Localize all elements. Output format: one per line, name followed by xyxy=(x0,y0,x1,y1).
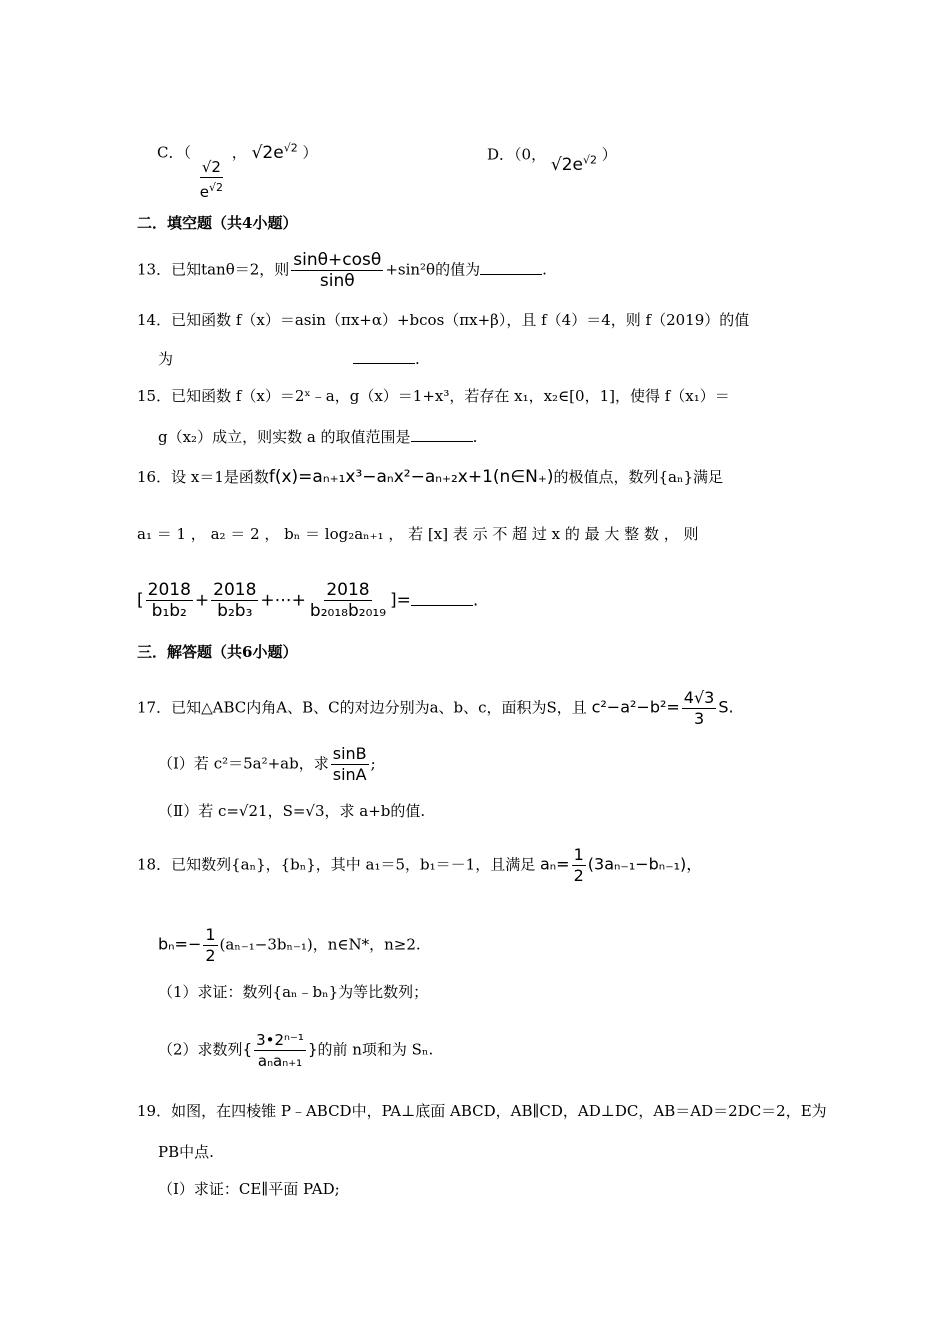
q17-line1: 17．已知△ABC内角A、B、C的对边分别为a、b、c，面积为S，且 xyxy=(137,698,587,717)
q13-den: sinθ xyxy=(319,271,355,291)
q18-f1-left: aₙ= xyxy=(540,854,570,874)
q16-frac-1-den: b₁b₂ xyxy=(151,601,187,621)
question-16-line-2: a₁ ＝ 1 ， a₂ ＝ 2 ， bₙ ＝ log₂aₙ₊₁ ， 若 [x] 表 示 不 超 过 x 的 最 大 整 数 ， 则 xyxy=(137,525,699,543)
q13-end: . xyxy=(542,260,547,279)
q16-frac-3 xyxy=(308,580,388,621)
q18-f2-num: 1 xyxy=(205,925,216,944)
q15-answer-blank[interactable] xyxy=(411,429,473,442)
option-c-fraction xyxy=(198,157,225,202)
q18-f1-right: (3aₙ₋₁−bₙ₋₁)， xyxy=(587,854,703,874)
q18-f2-left: bₙ=− xyxy=(158,934,202,954)
option-c-num: √2 xyxy=(201,157,221,176)
q17-part1-den: sinA xyxy=(332,765,367,784)
question-19-line-2: PB中点. xyxy=(158,1143,214,1161)
q16-close-eq: ]= xyxy=(390,590,411,611)
question-15-line-1: 15．已知函数 f（x）＝2ˣ﹣a，g（x）＝1+x³，若存在 x₁，x₂∈[0，1]，使得 f（x₁）＝ xyxy=(137,387,730,405)
question-18-line-1 xyxy=(137,845,702,886)
question-13 xyxy=(137,250,547,291)
q17-part1-end: ; xyxy=(370,754,376,773)
q16-frac-3-den: b₂₀₁₈b₂₀₁₉ xyxy=(309,601,387,621)
q18-f1-fraction xyxy=(572,845,586,886)
section-2-title: 二．填空题（共4小题） xyxy=(137,214,298,232)
question-14-line-2 xyxy=(158,349,420,369)
q17-formula-den: 3 xyxy=(693,709,705,728)
q18-line1: 18．已知数列{aₙ}，{bₙ}，其中 a₁＝5，b₁＝－1，且满足 xyxy=(137,855,536,874)
q18-f2-den: 2 xyxy=(205,946,216,965)
question-16-line-1 xyxy=(137,467,723,487)
q17-part1-num: sinB xyxy=(332,744,367,763)
question-18-part-2 xyxy=(158,1030,433,1071)
q16-frac-1-num: 2018 xyxy=(147,580,191,600)
q17-part1-fraction xyxy=(331,744,369,785)
q18-part2-close-brace: } xyxy=(307,1040,318,1059)
q18-f2-fraction xyxy=(203,925,217,966)
option-d-term: $√2e^{√2}$ xyxy=(550,153,597,175)
q18-f2-right: (aₙ₋₁−3bₙ₋₁)，n∈N*，n≥2. xyxy=(219,935,421,954)
q13-answer-blank[interactable] xyxy=(480,262,542,275)
question-16-line-3 xyxy=(137,580,478,621)
q16-pre: 16．设 x＝1是函数 xyxy=(137,468,269,486)
question-19-part-1: （Ⅰ）求证：CE∥平面 PAD; xyxy=(158,1180,340,1198)
q14-line2: 为 xyxy=(158,350,174,368)
q15-line2: g（x₂）成立，则实数 a 的取值范围是 xyxy=(158,428,411,446)
q18-part2-post: 的前 n项和为 Sₙ. xyxy=(317,1040,434,1059)
q16-end: . xyxy=(472,590,479,611)
q16-plus: + xyxy=(194,590,210,611)
option-c-term: $√2e^{√2}$ xyxy=(251,141,298,163)
question-17-part-1 xyxy=(158,744,376,785)
q13-fraction xyxy=(291,250,383,291)
q18-f1-den: 2 xyxy=(573,866,584,885)
q18-part2-den: aₙaₙ₊₁ xyxy=(257,1052,303,1070)
option-d-close: ） xyxy=(601,145,617,164)
q16-open-bracket: [ xyxy=(137,590,144,611)
q13-post: +sin²θ的值为 xyxy=(385,260,481,279)
q15-end: . xyxy=(472,428,478,446)
q16-frac-2-num: 2018 xyxy=(213,580,257,600)
q14-answer-blank[interactable] xyxy=(353,351,415,364)
q17-formula-left: c²−a²−b²= xyxy=(591,697,680,717)
q16-frac-3-num: 2018 xyxy=(326,580,370,600)
q17-formula-right: S. xyxy=(718,697,734,717)
section-3-title: 三．解答题（共6小题） xyxy=(137,643,298,661)
option-c-sep: ， xyxy=(231,143,247,162)
question-18-part-1: （1）求证：数列{aₙ﹣bₙ}为等比数列； xyxy=(158,983,429,1001)
option-c-label: C．（ xyxy=(157,143,191,162)
question-19-line-1: 19．如图，在四棱锥 P﹣ABCD中，PA⊥底面 ABCD，AB∥CD，AD⊥DC，AB＝AD＝2DC＝2，E为 xyxy=(137,1102,827,1120)
q16-formula: f(x)=aₙ₊₁x³−aₙx²−aₙ₊₂x+1(n∈N₊) xyxy=(268,467,554,487)
option-c xyxy=(157,138,318,202)
q13-num: sinθ+cosθ xyxy=(293,250,382,270)
q17-formula-fraction xyxy=(682,688,717,729)
option-c-den: $e^{√2}$ xyxy=(199,180,224,201)
q18-f1-num: 1 xyxy=(573,845,584,864)
question-17-line-1 xyxy=(137,688,734,729)
q18-part2-pre: （2）求数列 xyxy=(158,1040,243,1059)
q16-frac-2-den: b₂b₃ xyxy=(217,601,253,621)
question-15-line-2 xyxy=(158,427,477,447)
question-14-line-1: 14．已知函数 f（x）＝asin（πx+α）+bcos（πx+β），且 f（4）＝4，则 f（2019）的值 xyxy=(137,311,750,329)
q18-part2-fraction xyxy=(254,1030,306,1071)
q13-pre: 13．已知tanθ＝2，则 xyxy=(137,260,290,279)
q18-part2-open-brace: { xyxy=(242,1040,253,1059)
q16-answer-blank[interactable] xyxy=(411,593,473,606)
question-17-part-2: （Ⅱ）若 c=√21，S=√3，求 a+b的值. xyxy=(158,802,426,820)
option-d-label: D．（0， xyxy=(487,145,547,164)
q16-frac-2 xyxy=(211,580,258,621)
q16-frac-1 xyxy=(146,580,193,621)
q14-end: . xyxy=(415,350,420,368)
question-18-line-2 xyxy=(158,925,421,966)
q16-post: 的极值点，数列{aₙ}满足 xyxy=(553,468,723,486)
q17-part1-pre: （Ⅰ）若 c²＝5a²+ab，求 xyxy=(158,754,329,773)
q17-formula-num: 4√3 xyxy=(683,688,715,707)
option-c-close: ） xyxy=(302,143,318,162)
q16-dots: +⋯+ xyxy=(260,590,306,611)
q18-part2-num: 3•2ⁿ⁻¹ xyxy=(256,1031,304,1049)
option-d xyxy=(487,140,617,175)
